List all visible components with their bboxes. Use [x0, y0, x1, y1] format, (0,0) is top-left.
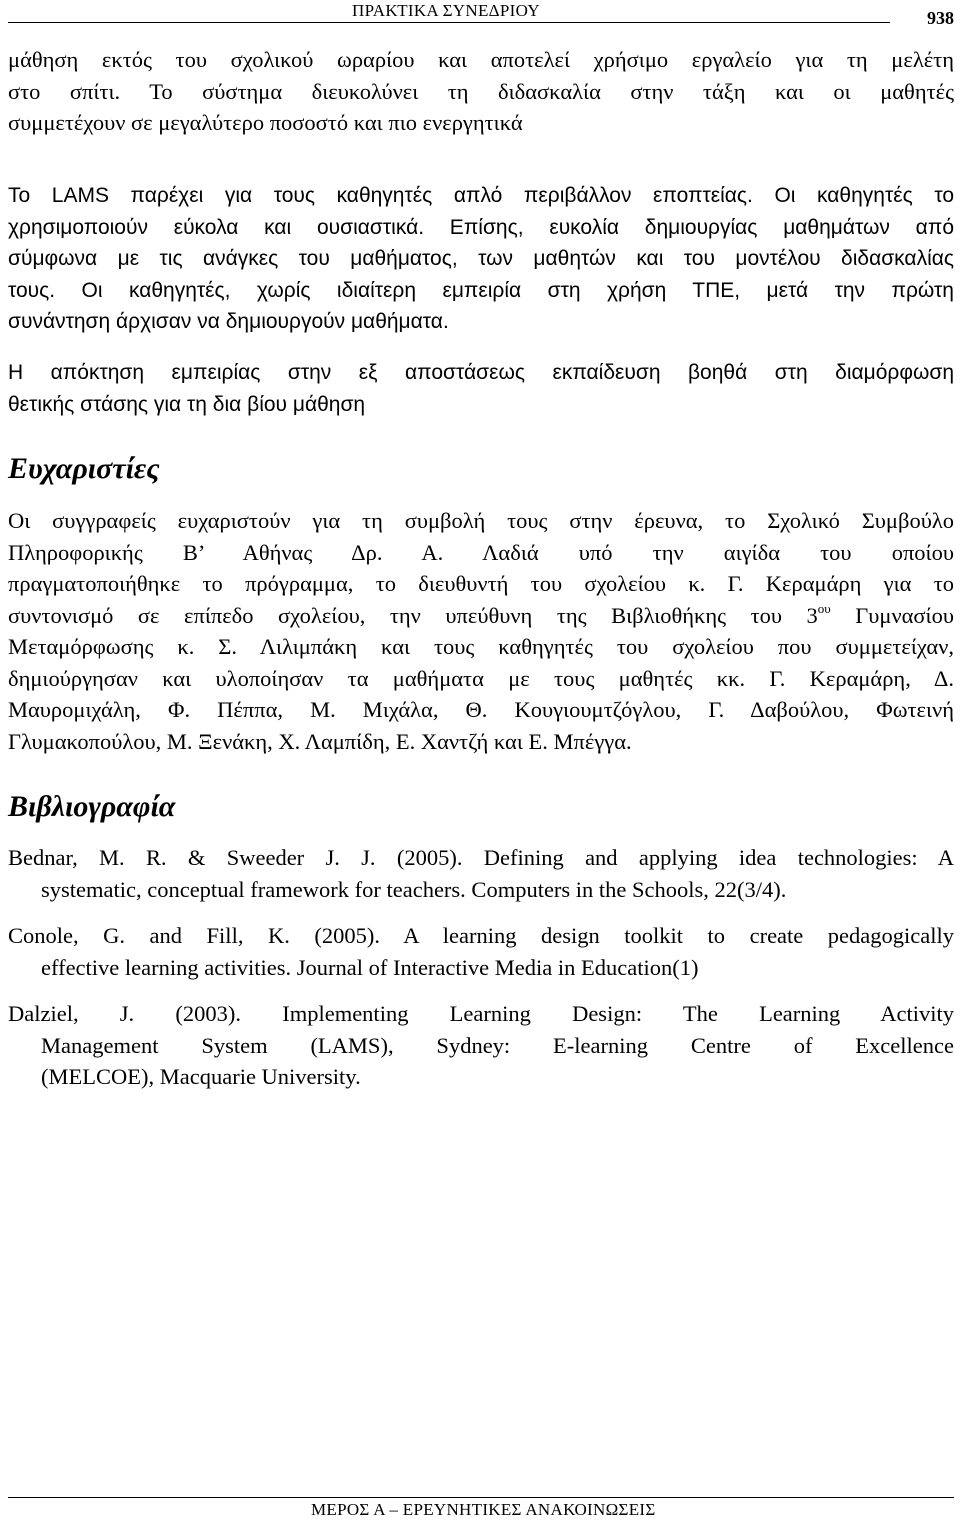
reference-first-line: Conole, G. and Fill, K. (2005). A learning design toolkit to create pedagogically [8, 923, 954, 948]
text-line: στο σπίτι. Το σύστημα διευκολύνει τη διδασκαλία στην τάξη και οι μαθητές [8, 78, 954, 104]
reference-continuation: Management System (LAMS), Sydney: E-learning Centre of Excellence [41, 1032, 954, 1058]
text-line: Μεταμόρφωσης κ. Σ. Λιλιμπάκη και τους καθηγητές του σχολείου που συμμετείχαν, [8, 634, 954, 659]
page-number: 938 [927, 8, 954, 28]
text-line: Η απόκτηση εμπειρίας στην εξ αποστάσεως εκπαίδευση βοηθά στη διαμόρφωση [8, 361, 954, 384]
footer-rule [8, 1497, 954, 1498]
text-line [8, 600, 954, 632]
reference-first-line: Bednar, M. R. & Sweeder J. J. (2005). Defining and applying idea technologies: A [8, 845, 954, 870]
text-line: Οι συγγραφείς ευχαριστούν για τη συμβολή τους στην έρευνα, το Σχολικό Συμβούλο [8, 508, 954, 533]
reference-continuation: systematic, conceptual framework for teachers. Computers in the Schools, 22(3/4). [41, 876, 787, 902]
text-line: συμμετέχουν σε μεγαλύτερο ποσοστό και πιο ενεργητικά [8, 110, 523, 135]
text-line: συνάντηση άρχισαν να δημιουργούν μαθήματα. [8, 310, 449, 333]
text-line: πραγματοποιήθηκε το πρόγραμμα, το διευθυντή του σχολείου κ. Γ. Κεραμάρη για το [8, 571, 954, 596]
text-segment: συντονισμό σε επίπεδο σχολείου, την υπεύθυνη της Βιβλιοθήκης του 3 [8, 602, 818, 628]
paragraph-distance-learning [8, 357, 954, 420]
text-line: χρησιμοποιούν εύκολα και ουσιαστικά. Επίσης, ευκολία δημιουργίας μαθημάτων από [8, 215, 954, 239]
bibliography-heading: Βιβλιογραφία [8, 790, 176, 823]
text-line: δημιούργησαν και υλοποίησαν τα μαθήματα με τους μαθητές κκ. Γ. Κεραμάρη, Δ. [8, 665, 954, 691]
text-line: μάθηση εκτός του σχολικού ωραρίου και αποτελεί χρήσιμο εργαλείο για τη μελέτη [8, 47, 954, 72]
reference-entry [8, 920, 954, 983]
text-line: σύμφωνα με τις ανάγκες του μαθήματος, των μαθητών και του μοντέλου διδασκαλίας [8, 247, 954, 270]
header-rule [8, 22, 890, 23]
reference-continuation: effective learning activities. Journal of Interactive Media in Education(1) [41, 954, 699, 980]
text-line: θετικής στάσης για τη δια βίου μάθηση [8, 392, 366, 416]
text-line: Πληροφορικής Β’ Αθήνας Δρ. Α. Λαδιά υπό την αιγίδα του οποίου [8, 539, 954, 565]
reference-continuation: (MELCOE), Macquarie University. [41, 1064, 361, 1089]
text-line: Γλυμακοπούλου, Μ. Ξενάκη, Χ. Λαμπίδη, Ε. Χαντζή και Ε. Μπέγγα. [8, 728, 632, 754]
acknowledgements-heading: Ευχαριστίες [8, 452, 160, 485]
text-line: τους. Οι καθηγητές, χωρίς ιδιαίτερη εμπειρία στη χρήση ΤΠΕ, μετά την πρώτη [8, 278, 954, 302]
running-header [0, 0, 960, 40]
acknowledgements-text [8, 505, 954, 757]
paragraph-lams-teachers [8, 180, 954, 338]
text-line: Το LAMS παρέχει για τους καθηγητές απλό περιβάλλον εποπτείας. Οι καθηγητές το [8, 184, 954, 207]
superscript: ου [817, 600, 831, 616]
paragraph-continuation [8, 44, 954, 139]
reference-entry [8, 998, 954, 1093]
text-line: Μαυρομιχάλη, Φ. Πέππα, Μ. Μιχάλα, Θ. Κουγιουμτζόγλου, Γ. Δαβούλου, Φωτεινή [8, 697, 954, 722]
reference-first-line: Dalziel, J. (2003). Implementing Learning Design: The Learning Activity [8, 1001, 954, 1026]
header-title: ΠΡΑΚΤΙΚΑ ΣΥΝΕΔΡΙΟΥ [352, 1, 540, 20]
footer-text: ΜΕΡΟΣ Α – ΕΡΕΥΝΗΤΙΚΕΣ ΑΝΑΚΟΙΝΩΣΕΙΣ [311, 1500, 656, 1519]
reference-entry [8, 842, 954, 905]
text-segment: Γυμνασίου [830, 602, 954, 628]
